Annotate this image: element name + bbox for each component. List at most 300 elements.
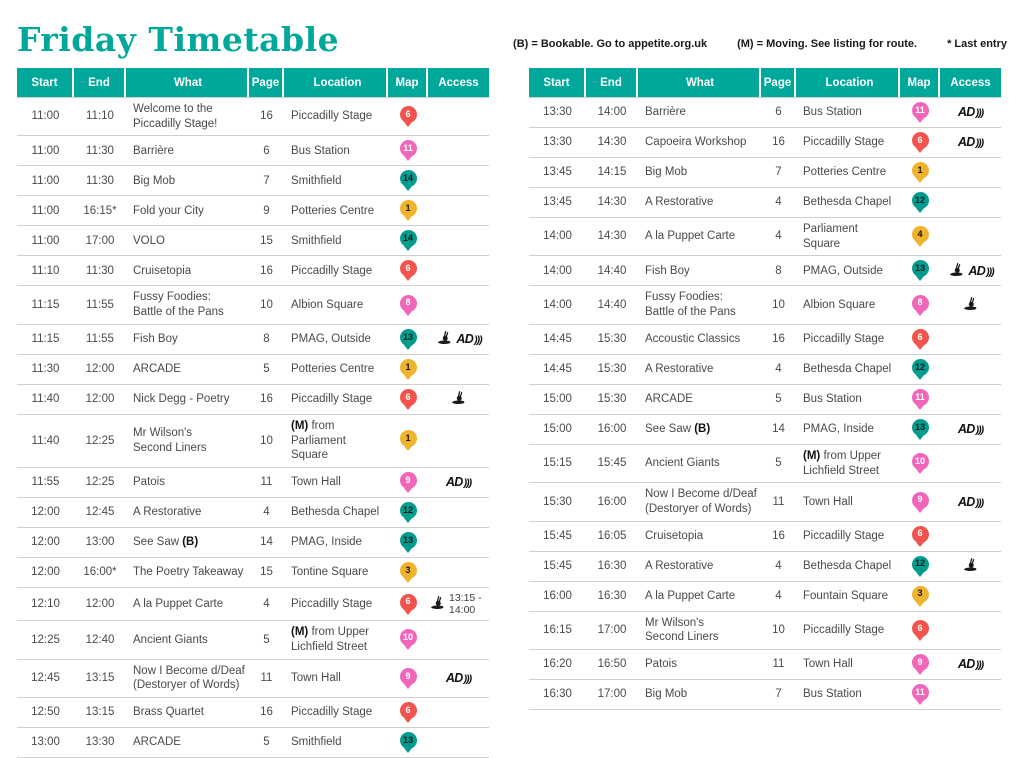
map-cell [388, 260, 428, 281]
map-pin: 4 [912, 226, 929, 243]
access-cell [428, 390, 489, 408]
location: Bethesda Chapel [803, 559, 892, 572]
map-cell [900, 132, 940, 153]
map-cell [388, 594, 428, 615]
end-time: 15:45 [597, 457, 627, 470]
audio-description-icon: AD ))) [957, 494, 984, 509]
column-header-what: What [126, 68, 249, 97]
page-number: 11 [260, 671, 273, 684]
start-time: 13:45 [543, 196, 572, 209]
column-header-end: End [74, 68, 126, 97]
access-cell [940, 557, 1001, 575]
timetable-row [17, 415, 489, 468]
timetable-row [529, 680, 1001, 710]
map-pin: 1 [912, 162, 929, 179]
event-name: ARCADE [133, 736, 181, 749]
event-name: Mr Wilson's Second Liners [133, 427, 207, 454]
start-time: 11:40 [31, 393, 60, 406]
map-cell [388, 140, 428, 161]
location: Piccadilly Stage [291, 706, 373, 719]
location: Town Hall [803, 495, 853, 508]
event-name: A Restorative [645, 559, 714, 572]
location: Piccadilly Stage [291, 393, 373, 406]
map-pin: 6 [400, 702, 417, 719]
map-cell [388, 170, 428, 191]
end-time: 12:40 [85, 633, 115, 646]
timetable-row [529, 552, 1001, 582]
start-time: 11:40 [31, 434, 60, 447]
sign-language-icon [449, 390, 468, 408]
event-name: A la Puppet Carte [645, 230, 736, 243]
map-cell [388, 532, 428, 553]
map-cell [388, 502, 428, 523]
timetable-row [529, 158, 1001, 188]
end-time: 14:00 [597, 106, 627, 119]
start-time: 16:00 [543, 589, 572, 602]
end-time: 11:30 [86, 264, 114, 277]
map-pin: 6 [912, 132, 929, 149]
page-number: 7 [263, 174, 270, 187]
timetable-row [17, 286, 489, 324]
start-time: 11:00 [31, 144, 60, 157]
event-name: Capoeira Workshop [645, 136, 747, 149]
location: Tontine Square [291, 566, 369, 579]
access-cell [428, 330, 489, 348]
timetable-row [529, 385, 1001, 415]
map-pin: 8 [912, 295, 929, 312]
end-time: 17:00 [85, 234, 115, 247]
page-number: 8 [775, 264, 782, 277]
end-time: 12:00 [85, 393, 115, 406]
end-time: 16:00* [83, 566, 117, 579]
event-name: Big Mob [645, 166, 688, 179]
page-number: 16 [260, 706, 273, 719]
access-cell [428, 474, 489, 490]
audio-description-icon: AD ))) [957, 422, 984, 437]
location: Potteries Centre [291, 204, 375, 217]
legend-last-entry: * Last entry [947, 38, 1007, 50]
map-cell [388, 200, 428, 221]
location: (M) from Upper Lichfield Street [803, 449, 881, 477]
end-time: 14:30 [597, 136, 627, 149]
column-header-access: Access [428, 68, 489, 97]
location: Piccadilly Stage [803, 333, 885, 346]
event-name: Nick Degg - Poetry [133, 393, 230, 406]
end-time: 11:55 [86, 333, 114, 346]
end-time: 12:45 [85, 506, 115, 519]
access-cell [940, 494, 1001, 510]
start-time: 14:45 [543, 363, 572, 376]
start-time: 14:00 [543, 298, 572, 311]
event-name: Fish Boy [645, 264, 690, 277]
event-name: See Saw (B) [645, 423, 711, 436]
map-pin: 12 [912, 359, 929, 376]
timetable-row [529, 325, 1001, 355]
map-pin: 13 [400, 532, 417, 549]
location: Town Hall [291, 476, 341, 489]
end-time: 15:30 [597, 333, 627, 346]
page-number: 5 [775, 393, 782, 406]
table-header [17, 68, 489, 97]
location: Bethesda Chapel [803, 196, 892, 209]
event-name: A la Puppet Carte [645, 589, 736, 602]
map-pin: 6 [912, 329, 929, 346]
location: Bus Station [291, 144, 350, 157]
map-cell [900, 295, 940, 316]
location: PMAG, Outside [803, 264, 883, 277]
legend-bookable: (B) = Bookable. Go to appetite.org.uk [513, 38, 708, 50]
map-pin: 8 [400, 295, 417, 312]
page-number: 15 [260, 234, 273, 247]
timetable-row [529, 445, 1001, 483]
start-time: 15:00 [543, 423, 572, 436]
event-name: Patois [133, 476, 165, 489]
event-name: Barrière [133, 144, 174, 157]
end-time: 17:00 [597, 624, 627, 637]
map-cell [900, 192, 940, 213]
end-time: 14:30 [597, 230, 627, 243]
timetable-row [17, 385, 489, 415]
event-name: Welcome to the Piccadilly Stage! [133, 103, 218, 130]
event-name: A Restorative [645, 196, 714, 209]
end-time: 11:30 [86, 174, 114, 187]
end-time: 14:40 [597, 298, 627, 311]
timetable-row [529, 483, 1001, 521]
page-number: 16 [260, 393, 273, 406]
start-time: 13:30 [543, 106, 572, 119]
map-cell [900, 102, 940, 123]
timetable-afternoon [529, 68, 1001, 758]
map-cell [900, 226, 940, 247]
map-pin: 6 [400, 260, 417, 277]
start-time: 16:30 [543, 688, 572, 701]
map-cell [388, 472, 428, 493]
column-header-map: Map [388, 68, 428, 97]
page-number: 5 [263, 633, 270, 646]
end-time: 12:25 [85, 434, 115, 447]
column-header-page: Page [249, 68, 284, 97]
start-time: 11:10 [31, 264, 60, 277]
event-name: Cruisetopia [645, 529, 704, 542]
page-title: Friday Timetable [17, 19, 340, 59]
sign-language-icon [961, 296, 980, 314]
map-cell [388, 430, 428, 451]
event-name: Ancient Giants [133, 633, 208, 646]
end-time: 14:30 [597, 196, 627, 209]
audio-description-icon: AD ))) [957, 657, 984, 672]
map-pin: 3 [400, 562, 417, 579]
page-number: 14 [260, 536, 273, 549]
event-name: Cruisetopia [133, 264, 192, 277]
audio-description-icon: AD ))) [968, 263, 994, 278]
location: Bus Station [803, 688, 862, 701]
map-pin: 13 [400, 329, 417, 346]
event-name: Fussy Foodies: Battle of the Pans [133, 291, 224, 319]
timetable-row [17, 621, 489, 659]
column-header-access: Access [940, 68, 1001, 97]
location: Parliament Square [803, 223, 858, 250]
event-name: A Restorative [645, 363, 714, 376]
start-time: 12:45 [31, 671, 60, 684]
map-pin: 1 [400, 430, 417, 447]
location: Bus Station [803, 106, 862, 119]
end-time: 16:05 [597, 529, 627, 542]
location: Smithfield [291, 234, 342, 247]
page-number: 6 [263, 144, 270, 157]
topbar [17, 10, 1007, 58]
timetable-row [529, 582, 1001, 612]
event-name: Fussy Foodies: Battle of the Pans [645, 291, 736, 319]
column-header-end: End [586, 68, 638, 97]
location: Bethesda Chapel [291, 506, 380, 519]
page-number: 5 [263, 736, 270, 749]
access-cell [940, 262, 1001, 280]
page-number: 4 [775, 230, 782, 243]
page-number: 8 [263, 333, 270, 346]
timetable-row [17, 136, 489, 166]
table-body [529, 97, 1001, 710]
map-pin: 6 [912, 620, 929, 637]
map-cell [388, 389, 428, 410]
map-pin: 12 [912, 192, 929, 209]
page-number: 4 [775, 589, 782, 602]
sign-language-icon [961, 557, 980, 575]
page-number: 6 [775, 106, 782, 119]
map-cell [900, 556, 940, 577]
timetable-row [529, 522, 1001, 552]
map-pin: 9 [912, 654, 929, 671]
end-time: 14:40 [597, 264, 627, 277]
timetable-morning [17, 68, 489, 758]
map-cell [900, 162, 940, 183]
timetable-row [529, 98, 1001, 128]
end-time: 13:15 [85, 671, 115, 684]
start-time: 11:15 [31, 333, 60, 346]
audio-description-icon: AD ))) [957, 105, 984, 120]
end-time: 12:00 [85, 363, 115, 376]
location: Piccadilly Stage [291, 264, 373, 277]
event-name: Now I Become d/Deaf (Destoryer of Words) [645, 488, 757, 516]
map-pin: 13 [912, 419, 929, 436]
page-number: 16 [772, 333, 785, 346]
timetable-row [17, 196, 489, 226]
location: Bus Station [803, 393, 862, 406]
timetable-row [17, 528, 489, 558]
audio-description-icon: AD ))) [445, 671, 472, 686]
map-cell [388, 295, 428, 316]
end-time: 16:30 [597, 559, 627, 572]
map-cell [900, 260, 940, 281]
map-pin: 1 [400, 359, 417, 376]
table-body [17, 97, 489, 758]
location: Town Hall [803, 658, 853, 671]
access-cell [428, 592, 489, 616]
location: Smithfield [291, 174, 342, 187]
page-number: 14 [772, 423, 785, 436]
access-cell [940, 104, 1001, 120]
end-time: 11:30 [86, 144, 114, 157]
location: Potteries Centre [803, 166, 887, 179]
start-time: 11:30 [31, 363, 60, 376]
event-name: Fold your City [133, 204, 204, 217]
start-time: 12:10 [31, 597, 60, 610]
timetable-row [17, 728, 489, 758]
page-number: 5 [263, 363, 270, 376]
event-name: Patois [645, 658, 677, 671]
page-number: 11 [772, 658, 785, 671]
access-cell [940, 656, 1001, 672]
start-time: 12:00 [31, 566, 60, 579]
timetable-row [529, 355, 1001, 385]
end-time: 16:00 [597, 423, 627, 436]
location: Potteries Centre [291, 363, 375, 376]
start-time: 13:00 [31, 736, 60, 749]
audio-description-icon: AD ))) [957, 135, 984, 150]
end-time: 11:55 [86, 298, 114, 311]
start-time: 12:50 [31, 706, 60, 719]
map-cell [388, 629, 428, 650]
timetable-row [17, 226, 489, 256]
start-time: 11:00 [31, 204, 60, 217]
map-pin: 9 [400, 668, 417, 685]
location: Bethesda Chapel [803, 363, 892, 376]
start-time: 15:45 [543, 559, 572, 572]
event-name: See Saw (B) [133, 536, 199, 549]
column-header-map: Map [900, 68, 940, 97]
location: PMAG, Outside [291, 333, 371, 346]
end-time: 13:30 [85, 736, 115, 749]
event-name: Big Mob [645, 688, 688, 701]
page-number: 10 [260, 434, 273, 447]
map-pin: 9 [400, 472, 417, 489]
event-name: The Poetry Takeaway [133, 566, 244, 579]
map-pin: 12 [912, 556, 929, 573]
start-time: 11:00 [31, 110, 60, 123]
event-name: Now I Become d/Deaf (Destoryer of Words) [133, 664, 245, 692]
access-cell [940, 296, 1001, 314]
map-cell [388, 562, 428, 583]
end-time: 15:30 [597, 363, 627, 376]
location: (M) from Parliament Square [291, 419, 346, 462]
page-number: 16 [260, 110, 273, 123]
column-header-location: Location [796, 68, 900, 97]
map-pin: 3 [912, 586, 929, 603]
timetable-row [17, 468, 489, 498]
timetable-row [529, 286, 1001, 324]
timetable-row [17, 558, 489, 588]
start-time: 14:00 [543, 230, 572, 243]
start-time: 12:00 [31, 506, 60, 519]
timetable-row [17, 166, 489, 196]
start-time: 12:00 [31, 536, 60, 549]
map-pin: 6 [400, 106, 417, 123]
column-header-page: Page [761, 68, 796, 97]
page-number: 10 [772, 624, 785, 637]
page-number: 4 [263, 506, 270, 519]
timetable-row [17, 355, 489, 385]
map-cell [388, 732, 428, 753]
location: Piccadilly Stage [803, 529, 885, 542]
page-number: 10 [260, 298, 273, 311]
page-number: 7 [775, 688, 782, 701]
event-name: Ancient Giants [645, 457, 720, 470]
map-pin: 11 [912, 684, 929, 701]
end-time: 17:00 [597, 688, 627, 701]
timetable-row [17, 98, 489, 136]
map-pin: 6 [400, 594, 417, 611]
location: Albion Square [803, 298, 876, 311]
map-pin: 6 [912, 526, 929, 543]
end-time: 16:00 [597, 495, 627, 508]
end-time: 16:30 [597, 589, 627, 602]
table-header [529, 68, 1001, 97]
location: Piccadilly Stage [803, 624, 885, 637]
map-cell [388, 329, 428, 350]
map-cell [388, 230, 428, 251]
event-name: Barrière [645, 106, 686, 119]
column-header-location: Location [284, 68, 388, 97]
map-cell [900, 586, 940, 607]
location: PMAG, Inside [291, 536, 362, 549]
location: Fountain Square [803, 589, 889, 602]
map-cell [388, 668, 428, 689]
page-number: 10 [772, 298, 785, 311]
start-time: 11:15 [31, 298, 60, 311]
start-time: 15:30 [543, 495, 572, 508]
end-time: 15:30 [597, 393, 627, 406]
event-name: A Restorative [133, 506, 202, 519]
timetable-row [529, 256, 1001, 286]
location: Piccadilly Stage [291, 597, 373, 610]
event-name: Mr Wilson's Second Liners [645, 616, 719, 644]
map-pin: 1 [400, 200, 417, 217]
map-cell [900, 453, 940, 474]
column-header-start: Start [17, 68, 74, 97]
map-cell [900, 526, 940, 547]
map-pin: 10 [400, 629, 417, 646]
map-pin: 10 [912, 453, 929, 470]
location: Piccadilly Stage [291, 110, 373, 123]
end-time: 14:15 [597, 166, 627, 179]
page-number: 9 [263, 204, 270, 217]
event-name: ARCADE [133, 363, 181, 376]
page-number: 15 [260, 566, 273, 579]
event-name: Accoustic Classics [645, 333, 741, 346]
map-cell [900, 654, 940, 675]
end-time: 12:25 [85, 476, 115, 489]
start-time: 15:15 [543, 457, 572, 470]
end-time: 16:50 [597, 658, 627, 671]
map-pin: 11 [400, 140, 417, 157]
map-cell [900, 492, 940, 513]
start-time: 16:15 [543, 624, 572, 637]
location: Smithfield [291, 736, 342, 749]
map-cell [900, 419, 940, 440]
map-cell [388, 106, 428, 127]
map-pin: 6 [400, 389, 417, 406]
start-time: 15:00 [543, 393, 572, 406]
column-header-start: Start [529, 68, 586, 97]
start-time: 16:20 [543, 658, 572, 671]
timetable-row [529, 650, 1001, 680]
page-number: 11 [260, 476, 273, 489]
start-time: 14:45 [543, 333, 572, 346]
start-time: 11:00 [31, 234, 60, 247]
page-number: 7 [775, 166, 782, 179]
page-number: 16 [772, 529, 785, 542]
location: Albion Square [291, 298, 364, 311]
end-time: 13:15 [85, 706, 115, 719]
